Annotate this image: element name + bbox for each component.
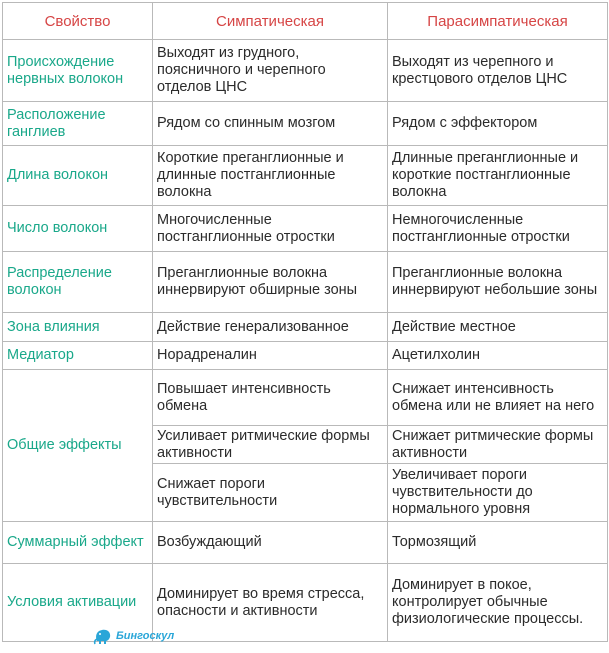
property-cell: Происхождение нервных волокон <box>3 40 153 102</box>
property-cell: Зона влияния <box>3 313 153 342</box>
parasympathetic-cell: Снижает ритмические формы активности <box>388 426 608 464</box>
table-row <box>3 102 608 146</box>
sympathetic-cell: Доминирует во время стресса, опасности и активности <box>153 564 388 642</box>
property-cell: Расположение ганглиев <box>3 102 153 146</box>
property-cell: Число волокон <box>3 206 153 252</box>
comparison-table <box>2 2 608 642</box>
property-cell: Условия активации <box>3 564 153 642</box>
sympathetic-cell: Норадреналин <box>153 342 388 370</box>
sympathetic-cell: Действие генерализованное <box>153 313 388 342</box>
parasympathetic-cell: Немногочисленные постганглионные отростки <box>388 206 608 252</box>
parasympathetic-cell: Увеличивает пороги чувствительности до нормального уровня <box>388 464 608 522</box>
sympathetic-cell: Повышает интенсивность обмена <box>153 370 388 426</box>
header-sympathetic: Симпатическая <box>153 3 388 40</box>
header-parasympathetic: Парасимпатическая <box>388 3 608 40</box>
header-row <box>3 3 608 40</box>
watermark-text: Бингоскул <box>116 630 175 642</box>
elephant-icon <box>93 627 113 645</box>
parasympathetic-cell: Тормозящий <box>388 522 608 564</box>
sympathetic-cell: Возбуждающий <box>153 522 388 564</box>
property-cell: Общие эффекты <box>3 370 153 522</box>
table-row <box>3 40 608 102</box>
table-row <box>3 252 608 313</box>
parasympathetic-cell: Ацетилхолин <box>388 342 608 370</box>
header-property: Свойство <box>3 3 153 40</box>
table-row <box>3 522 608 564</box>
parasympathetic-cell: Рядом с эффектором <box>388 102 608 146</box>
table-row <box>3 146 608 206</box>
property-cell: Суммарный эффект <box>3 522 153 564</box>
table-row <box>3 370 608 426</box>
property-cell: Длина волокон <box>3 146 153 206</box>
parasympathetic-cell: Доминирует в покое, контролирует обычные физиологические процессы. <box>388 564 608 642</box>
parasympathetic-cell: Снижает интенсивность обмена или не влияет на него <box>388 370 608 426</box>
property-cell: Распределение волокон <box>3 252 153 313</box>
sympathetic-cell: Усиливает ритмические формы активности <box>153 426 388 464</box>
table-row <box>3 342 608 370</box>
property-cell: Медиатор <box>3 342 153 370</box>
parasympathetic-cell: Действие местное <box>388 313 608 342</box>
parasympathetic-cell: Длинные преганглионные и короткие постганглионные волокна <box>388 146 608 206</box>
sympathetic-cell: Короткие преганглионные и длинные постганглионные волокна <box>153 146 388 206</box>
sympathetic-cell: Многочисленные постганглионные отростки <box>153 206 388 252</box>
table-row <box>3 313 608 342</box>
sympathetic-cell: Преганглионные волокна иннервируют обширные зоны <box>153 252 388 313</box>
parasympathetic-cell: Преганглионные волокна иннервируют небольшие зоны <box>388 252 608 313</box>
parasympathetic-cell: Выходят из черепного и крестцового отделов ЦНС <box>388 40 608 102</box>
sympathetic-cell: Снижает пороги чувствительности <box>153 464 388 522</box>
table-row <box>3 206 608 252</box>
watermark-logo <box>93 627 174 645</box>
sympathetic-cell: Выходят из грудного, поясничного и черепного отделов ЦНС <box>153 40 388 102</box>
sympathetic-cell: Рядом со спинным мозгом <box>153 102 388 146</box>
